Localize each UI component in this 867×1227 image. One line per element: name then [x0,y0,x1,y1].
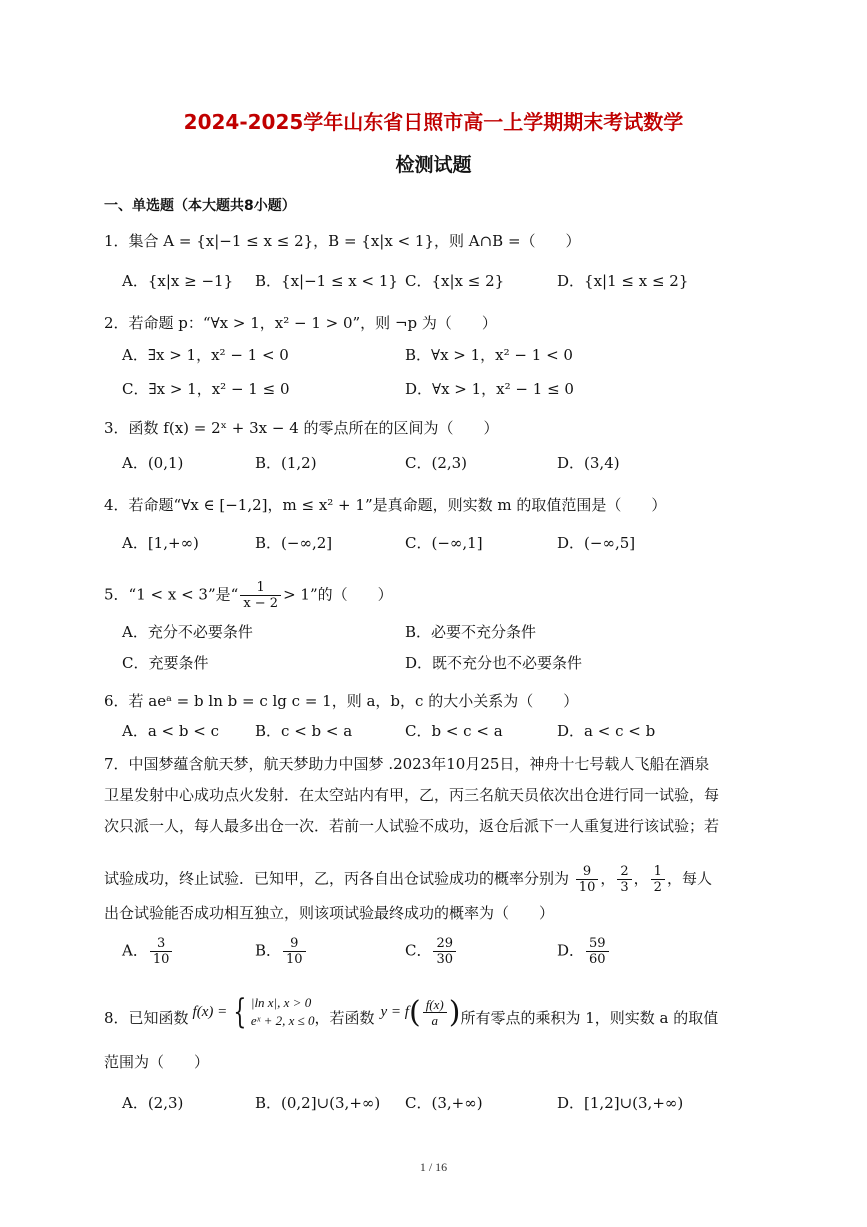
q8-inner-den: a [431,1012,438,1028]
q7-prob-3-num: 1 [651,864,665,880]
exam-title: 2024-2025学年山东省日照市高一上学期期末考试数学 [183,110,684,134]
q7-option-a: A． $\frac{3}{10}$ [122,936,174,967]
q5-option-c: C．充要条件 [122,654,209,672]
q5-option-d: D．既不充分也不必要条件 [405,654,583,672]
q7-line-1: 7．中国梦蕴含航天梦，航天梦助力中国梦 .2023年10月25日，神舟十七号载人飞船在酒泉 [104,755,710,773]
q8-option-d: D．[1,2]∪(3,+∞) [557,1094,684,1112]
q8-y-lhs: y = f [380,1003,409,1020]
q5-option-a: A．充分不必要条件 [122,623,253,641]
piecewise-brace-icon: { [233,992,247,1032]
q1-option-a: A．{x|x ≥ −1} [122,272,234,290]
q7-option-b-num: 9 [283,936,306,952]
q7-prob-1-den: 10 [578,880,596,895]
q1-option-d: D．{x|1 ≤ x ≤ 2} [557,272,689,290]
q2-option-c: C．∃x > 1，x² − 1 ≤ 0 [122,380,290,398]
section-heading: 一、单选题（本大题共8小题） [104,198,296,214]
q7-option-b-fraction [283,936,306,967]
q3-stem: 3．函数 f(x) = 2ˣ + 3x − 4 的零点所在的区间为（ ） [104,419,499,437]
q4-option-d: D．(−∞,5] [557,534,636,552]
q7-prob-2 [617,864,631,895]
q7-prob-3-den: 2 [653,880,662,895]
q4-option-b: B．(−∞,2] [255,534,333,552]
q7-prob-1 [576,864,599,895]
q6-option-a: A．a < b < c [122,722,219,740]
q7-prob-2-num: 2 [617,864,631,880]
q8-line-2: 范围为（ ） [104,1053,210,1071]
q7-option-c-fraction [433,936,456,967]
q7-prob-3 [651,864,665,895]
q2-stem: 2．若命题 p：“∀x > 1，x² − 1 > 0”，则 ¬p 为（ ） [104,314,497,332]
q5-option-b: B．必要不充分条件 [405,623,537,641]
q7-option-a-fraction [150,936,173,967]
q7-option-a-num: 3 [150,936,173,952]
q3-option-b: B．(1,2) [255,454,317,472]
q2-option-b: B．∀x > 1，x² − 1 < 0 [405,346,573,364]
q6-stem: 6．若 aeᵃ = b ln b = c lg c = 1，则 a，b，c 的大小关系为（ ） [104,692,579,710]
q7-option-b-den: 10 [286,952,303,967]
q7-line-2: 卫星发射中心成功点火发射．在太空站内有甲，乙，丙三名航天员依次出仓进行同一试验，每 [104,786,720,804]
q8-option-a: A．(2,3) [122,1094,184,1112]
q8-mid: ，若函数 [314,1009,375,1027]
q1-stem: 1．集合 A = {x|−1 ≤ x ≤ 2}，B = {x|x < 1}，则 A∩B =（ ） [104,232,581,250]
q4-option-a: A．[1,+∞) [122,534,199,552]
q8-stem [104,994,718,1030]
q8-case-2: eˣ + 2, x ≤ 0 [250,1013,315,1028]
q7-option-c-den: 30 [436,952,454,967]
q7-option-a-den: 10 [152,952,170,967]
q6-option-b: B．c < b < a [255,722,353,740]
q7-option-d: D． $\frac{59}{60}$ [557,936,611,967]
q7-line-4-pre: 试验成功，终止试验．已知甲，乙，丙各自出仓试验成功的概率分别为 [104,869,570,888]
q5-fraction-denominator: x − 2 [243,596,279,611]
q7-option-d-num: 59 [586,936,609,952]
q2-option-d: D．∀x > 1，x² − 1 ≤ 0 [405,380,574,398]
q3-option-a: A．(0,1) [122,454,184,472]
q7-prob-2-den: 3 [620,880,629,895]
q6-option-c: C．b < c < a [405,722,503,740]
q4-option-c: C．(−∞,1] [405,534,483,552]
q7-line-4: 试验成功，终止试验．已知甲，乙，丙各自出仓试验成功的概率分别为 $\frac{9}{10}$ ， $\frac{2}{3}$ ， $\frac{1}{2}$ ，每人 [104,864,712,895]
q6-option-d: D．a < c < b [557,722,656,740]
q7-option-d-den: 60 [589,952,606,967]
q8-option-c: C．(3,+∞) [405,1094,483,1112]
q8-f-lhs: f(x) = [192,1003,228,1020]
page-number: 1 / 16 [419,1160,448,1174]
q8-stem-pre: 8．已知函数 [104,1009,189,1027]
q7-option-c: C． $\frac{29}{30}$ [405,936,458,967]
q5-fraction-numerator: 1 [240,580,281,596]
q8-stem-post: 所有零点的乘积为 1，则实数 a 的取值 [460,1009,719,1027]
q3-option-c: C．(2,3) [405,454,468,472]
q8-inner-fraction [423,997,447,1028]
q1-option-c: C．{x|x ≤ 2} [405,272,505,290]
q8-option-b: B．(0,2]∪(3,+∞) [255,1094,381,1112]
q3-option-d: D．(3,4) [557,454,620,472]
q7-line-3: 次只派一人，每人最多出仓一次．若前一人试验不成功，返仓后派下一人重复进行该试验；若 [104,817,720,835]
q7-option-b: B． $\frac{9}{10}$ [255,936,308,967]
q1-option-b: B．{x|−1 ≤ x < 1} [255,272,398,290]
q5-fraction [240,580,281,611]
q4-stem: 4．若命题“∀x ∈ [−1,2]，m ≤ x² + 1”是真命题，则实数 m 的取值范围是（ ） [104,496,667,514]
q8-inner-num: f(x) [423,997,447,1013]
q5-stem [104,580,393,611]
q8-paren-close-icon: ) [448,994,461,1030]
exam-subtitle: 检测试题 [395,154,472,176]
q7-option-c-num: 29 [433,936,456,952]
q7-line-4-post: ，每人 [666,869,712,888]
q2-option-a: A．∃x > 1，x² − 1 < 0 [122,346,289,364]
q7-line-5: 出仓试验能否成功相互独立，则该项试验最终成功的概率为（ ） [104,904,555,922]
q8-cases [251,994,315,1030]
q7-option-d-fraction [586,936,609,967]
q7-prob-1-num: 9 [576,864,599,880]
q8-case-1: |ln x|, x > 0 [250,995,312,1010]
q8-paren-open-icon: ( [408,994,421,1030]
q5-stem-post: > 1”的（ ） [283,585,393,604]
q5-stem-pre: 5．“1 < x < 3”是“ [104,585,239,604]
q8-piecewise [229,994,314,1030]
